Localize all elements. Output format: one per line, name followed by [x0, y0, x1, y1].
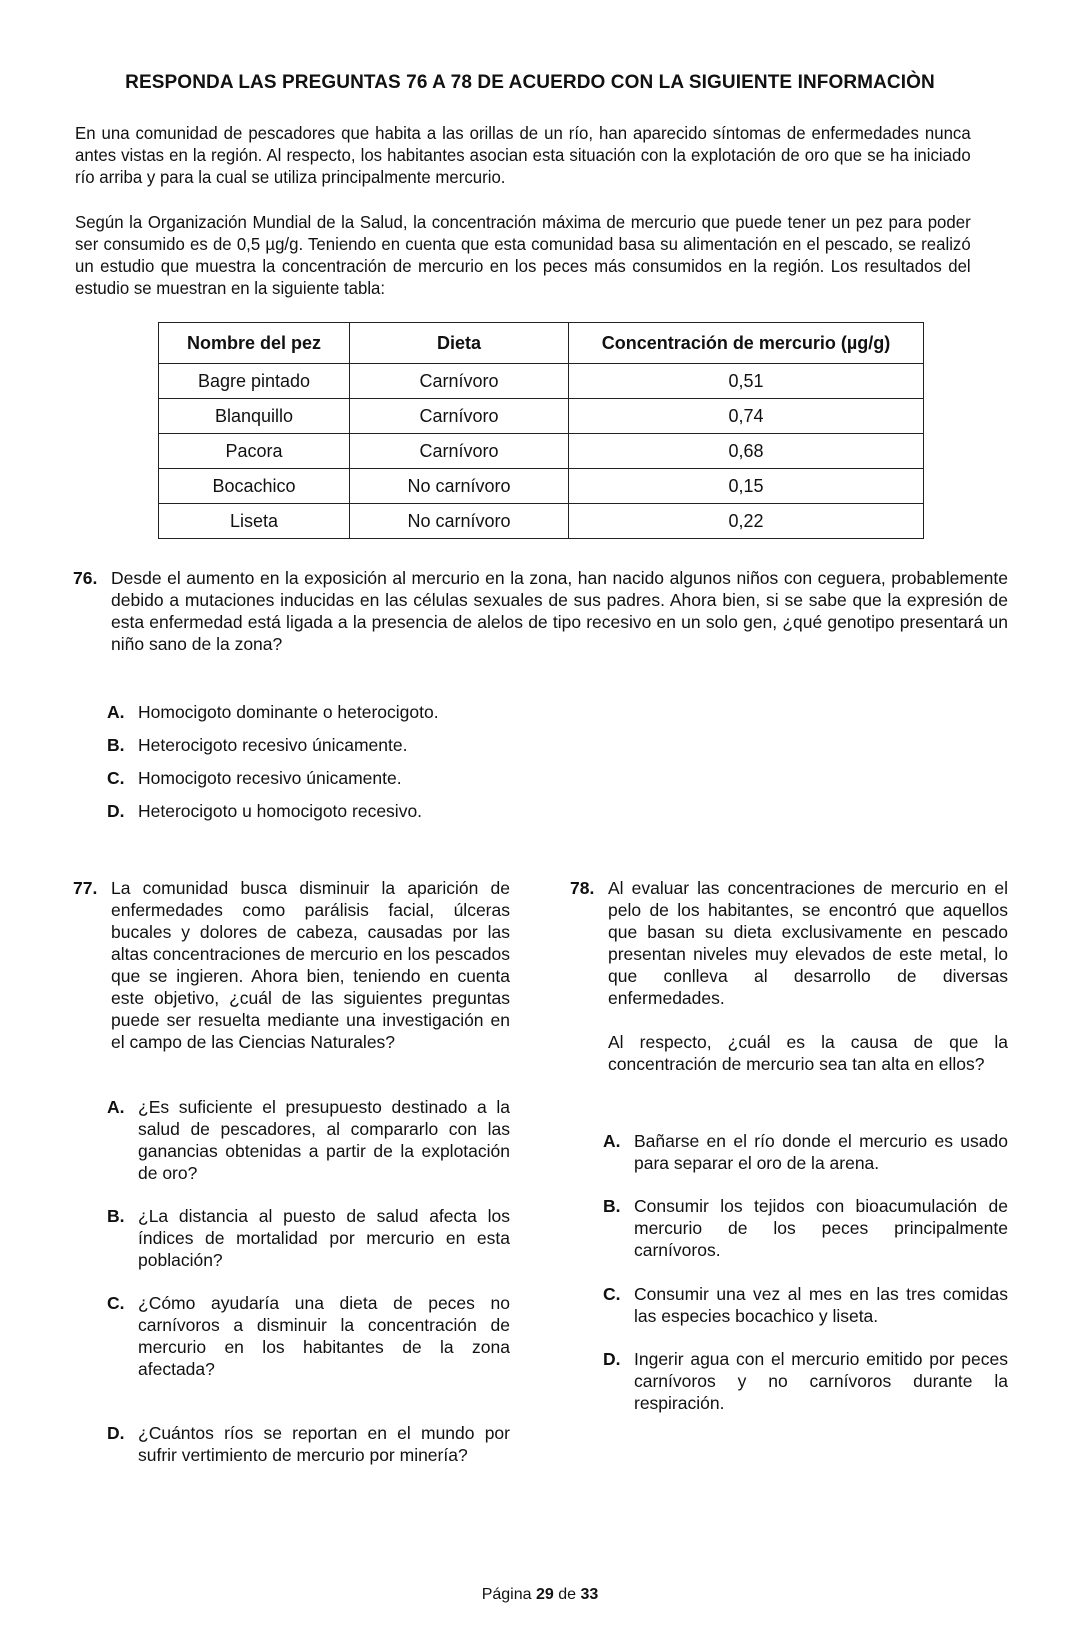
option-77-d[interactable] [107, 1422, 510, 1466]
option-text: Bañarse en el río donde el mercurio es usado para separar el oro de la arena. [634, 1131, 1008, 1173]
page-label: Página [481, 1586, 532, 1603]
option-text: Consumir los tejidos con bioacumulación de mercurio de los peces principalmente carnívoros. [634, 1196, 1008, 1260]
option-text: Homocigoto dominante o heterocigoto. [138, 702, 439, 722]
cell-fish-name: Pacora [159, 434, 350, 469]
cell-fish-name: Liseta [159, 504, 350, 539]
option-77-a[interactable] [107, 1096, 510, 1184]
option-78-d[interactable] [603, 1348, 1008, 1414]
option-text: ¿La distancia al puesto de salud afecta los índices de mortalidad por mercurio en esta población? [138, 1206, 510, 1270]
question-number: 78. [570, 878, 595, 898]
question-stem: Al evaluar las concentraciones de mercurio en el pelo de los habitantes, se encontró que aquellos que basan su dieta exclusivamente en pescado presentan niveles muy elevados de este metal, lo que conlleva al desarrollo de diversas enfermedades. [608, 878, 1008, 1008]
option-letter: B. [603, 1196, 621, 1216]
cell-concentration: 0,68 [569, 434, 924, 469]
question-number: 77. [73, 878, 98, 898]
table-row [159, 504, 924, 539]
cell-diet: Carnívoro [350, 399, 569, 434]
total-pages: 33 [580, 1586, 599, 1603]
cell-fish-name: Blanquillo [159, 399, 350, 434]
option-76-c[interactable] [107, 767, 607, 789]
option-77-b[interactable] [107, 1205, 510, 1271]
option-letter: A. [107, 1097, 125, 1117]
table-row [159, 469, 924, 504]
question-76 [73, 567, 1008, 655]
cell-concentration: 0,15 [569, 469, 924, 504]
mercury-table [158, 322, 924, 539]
option-78-b[interactable] [603, 1195, 1008, 1261]
header-concentration: Concentración de mercurio (µg/g) [569, 323, 924, 364]
cell-fish-name: Bagre pintado [159, 364, 350, 399]
cell-diet: Carnívoro [350, 364, 569, 399]
cell-fish-name: Bocachico [159, 469, 350, 504]
header-diet: Dieta [350, 323, 569, 364]
option-76-b[interactable] [107, 734, 607, 756]
header-fish-name: Nombre del pez [159, 323, 350, 364]
option-letter: B. [107, 1206, 125, 1226]
cell-diet: No carnívoro [350, 504, 569, 539]
option-text: ¿Es suficiente el presupuesto destinado a la salud de pescadores, al compararlo con las ganancias obtenidas a partir de la explotación de oro? [138, 1097, 510, 1183]
option-text: Ingerir agua con el mercurio emitido por peces carnívoros y no carnívoros durante la respiración. [634, 1349, 1008, 1413]
option-letter: A. [603, 1131, 621, 1151]
question-number: 76. [73, 568, 98, 588]
section-heading: RESPONDA LAS PREGUNTAS 76 A 78 DE ACUERDO CON LA SIGUIENTE INFORMACIÒN [125, 72, 935, 93]
table-row [159, 399, 924, 434]
option-letter: C. [107, 1293, 125, 1313]
current-page: 29 [535, 1586, 554, 1603]
option-76-d[interactable] [107, 800, 607, 822]
option-letter: C. [603, 1284, 621, 1304]
option-letter: D. [107, 801, 125, 821]
cell-diet: No carnívoro [350, 469, 569, 504]
option-78-c[interactable] [603, 1283, 1008, 1327]
table-row [159, 434, 924, 469]
cell-concentration: 0,51 [569, 364, 924, 399]
option-letter: B. [107, 735, 125, 755]
page-number [0, 1586, 1080, 1604]
cell-concentration: 0,22 [569, 504, 924, 539]
intro-paragraph-2: Según la Organización Mundial de la Salud, la concentración máxima de mercurio que puede tener un pez para poder ser consumido es de 0,5 µg/g. Teniendo en cuenta que esta comunidad basa su alimentación en el pescado, se realizó un estudio que muestra la concentración de mercurio en los peces más consumidos en la región. Los resultados del estudio se muestran en la siguiente tabla: [75, 212, 971, 298]
intro-paragraph-1: En una comunidad de pescadores que habita a las orillas de un río, han aparecido síntomas de enfermedades nunca antes vistas en la región. Al respecto, los habitantes asocian esta situación con la explotación de oro que se ha iniciado río arriba y para la cual se utiliza principalmente mercurio. [75, 123, 971, 187]
option-text: ¿Cómo ayudaría una dieta de peces no carnívoros a disminuir la concentración de mercurio en los habitantes de la zona afectada? [138, 1293, 510, 1379]
cell-diet: Carnívoro [350, 434, 569, 469]
option-text: Heterocigoto u homocigoto recesivo. [138, 801, 423, 821]
page-separator: de [558, 1586, 577, 1603]
cell-concentration: 0,74 [569, 399, 924, 434]
option-letter: A. [107, 702, 125, 722]
option-text: ¿Cuántos ríos se reportan en el mundo por sufrir vertimiento de mercurio por minería? [138, 1423, 510, 1465]
option-text: Consumir una vez al mes en las tres comidas las especies bocachico y liseta. [634, 1284, 1008, 1326]
question-stem: Desde el aumento en la exposición al mercurio en la zona, han nacido algunos niños con ceguera, probablemente debido a mutaciones inducidas en las células sexuales de sus padres. Ahora bien, si se sabe que la expresión de esta enfermedad está ligada a la presencia de alelos de tipo recesivo en un solo gen, ¿qué genotipo presentará un niño sano de la zona? [111, 568, 1008, 654]
question-78 [570, 877, 1008, 1075]
table-header-row [159, 323, 924, 364]
question-prompt: Al respecto, ¿cuál es la causa de que la concentración de mercurio sea tan alta en ellos? [608, 1032, 1008, 1074]
option-78-a[interactable] [603, 1130, 1008, 1174]
option-text: Homocigoto recesivo únicamente. [138, 768, 402, 788]
option-text: Heterocigoto recesivo únicamente. [138, 735, 408, 755]
option-76-a[interactable] [107, 701, 607, 723]
option-letter: D. [603, 1349, 621, 1369]
option-letter: C. [107, 768, 125, 788]
question-77 [73, 877, 510, 1053]
table-row [159, 364, 924, 399]
option-letter: D. [107, 1423, 125, 1443]
question-stem: La comunidad busca disminuir la aparición de enfermedades como parálisis facial, úlceras bucales y dolores de cabeza, causadas por las altas concentraciones de mercurio en los pescados que se ingieren. Ahora bien, teniendo en cuenta este objetivo, ¿cuál de las siguientes preguntas puede ser resuelta mediante una investigación en el campo de las Ciencias Naturales? [111, 878, 510, 1052]
option-77-c[interactable] [107, 1292, 510, 1380]
